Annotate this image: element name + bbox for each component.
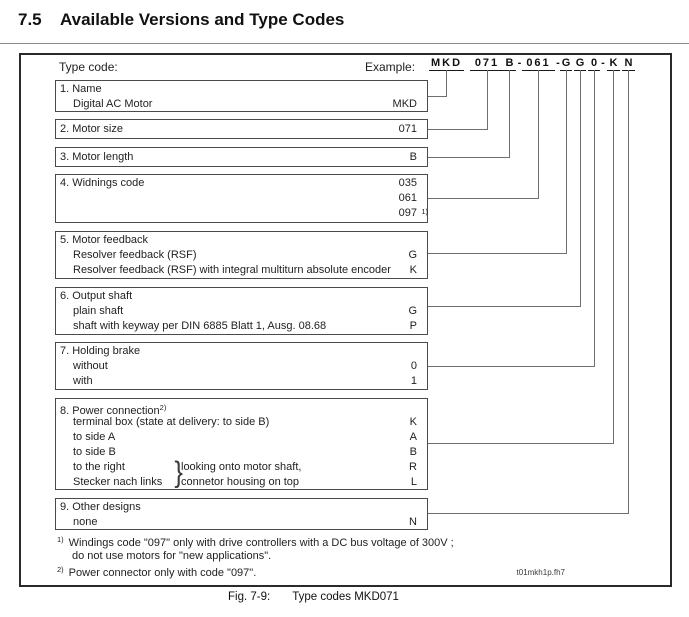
box-row-label: Resolver feedback (RSF) with integral multiturn absolute encoder xyxy=(73,264,391,276)
box-row-value: 071 xyxy=(398,123,417,135)
box-title: 6. Output shaft xyxy=(60,290,133,302)
code-group-feedback: G xyxy=(561,57,571,69)
box-row-value: A xyxy=(409,431,417,443)
box-row-label: Digital AC Motor xyxy=(73,98,153,110)
code-group-name: MKD xyxy=(430,57,463,69)
box-row-annotation: connetor housing on top xyxy=(181,476,300,488)
file-reference: t01mkh1p.fh7 xyxy=(516,568,565,577)
grouping-brace: } xyxy=(174,456,183,489)
code-group-motor-length: B xyxy=(503,57,516,71)
box-row-label: plain shaft xyxy=(73,305,124,317)
box-row-value: R xyxy=(409,461,417,473)
code-group-motor-size: 071 xyxy=(470,57,504,71)
code-separator: - xyxy=(517,57,522,69)
type-box-motor-feedback xyxy=(55,231,428,279)
box-row-annotation: looking onto motor shaft, xyxy=(181,461,302,473)
connector-line xyxy=(428,70,629,514)
footnote-2 xyxy=(57,565,256,579)
footnote-ref: 2) xyxy=(159,403,167,412)
box-title: 1. Name xyxy=(60,83,102,95)
box-title: 4. Widnings code xyxy=(60,177,145,189)
box-title: 2. Motor size xyxy=(60,123,123,135)
footnote-marker: 2) xyxy=(57,565,64,574)
type-box-name xyxy=(55,80,428,112)
footnote-ref: 1) xyxy=(421,207,428,216)
box-row-value: N xyxy=(409,516,417,528)
footnote-text: Windings code "097" only with drive controllers with a DC bus voltage of 300V ; xyxy=(68,537,454,549)
section-number: 7.5 xyxy=(18,10,42,29)
title-rule xyxy=(0,43,689,44)
code-group-brake: 0 xyxy=(588,57,600,71)
type-box-other-designs xyxy=(55,498,428,530)
box-row-label: with xyxy=(73,375,93,387)
box-title: 7. Holding brake xyxy=(60,345,141,357)
box-row-value: B xyxy=(409,446,417,458)
footnote-text: do not use motors for "new applications". xyxy=(72,550,272,562)
section-title: Available Versions and Type Codes xyxy=(60,10,345,29)
footnote-1 xyxy=(57,535,454,549)
box-title: 5. Motor feedback xyxy=(60,234,149,246)
code-separator: - xyxy=(556,57,560,69)
footnote-1-continued xyxy=(72,550,271,562)
box-row-label: to the right xyxy=(73,461,125,473)
type-code-diagram xyxy=(19,53,672,587)
type-box-holding-brake xyxy=(55,342,428,390)
code-group-windings: 061 xyxy=(522,57,555,71)
code-group-shaft: G xyxy=(575,57,585,69)
box-row-value: 1 xyxy=(410,375,417,387)
type-code-label: Type code: xyxy=(59,60,118,74)
figure-caption xyxy=(228,591,399,603)
box-row-value: MKD xyxy=(392,98,417,110)
box-row-label: to side A xyxy=(73,431,116,443)
box-row-label: to side B xyxy=(73,446,116,458)
box-row-value: G xyxy=(408,249,417,261)
box-title: 8. Power connection xyxy=(60,405,160,417)
footnote-text: Power connector only with code "097". xyxy=(68,567,257,579)
type-box-output-shaft xyxy=(55,287,428,335)
figure-caption-text: Type codes MKD071 xyxy=(292,591,399,603)
type-box-windings-code xyxy=(55,174,428,223)
example-label: Example: xyxy=(365,60,416,74)
type-box-motor-length xyxy=(55,147,428,167)
box-row-value: L xyxy=(410,476,417,488)
code-separator: - xyxy=(601,57,605,69)
box-row-label: none xyxy=(73,516,98,528)
box-row-value: G xyxy=(408,305,417,317)
box-row-value: 061 xyxy=(398,192,417,204)
figure-number: Fig. 7-9: xyxy=(228,591,271,603)
type-box-motor-size xyxy=(55,119,428,139)
box-row-label: shaft with keyway per DIN 6885 Blatt 1, Ausg. 08.68 xyxy=(73,320,327,332)
box-row-label: terminal box (state at delivery: to side B) xyxy=(73,416,270,428)
box-row-value: 0 xyxy=(410,360,417,372)
box-row-value: 097 xyxy=(398,207,417,219)
code-group-other: N xyxy=(622,57,635,71)
box-title: 3. Motor length xyxy=(60,151,134,163)
box-row-value: K xyxy=(409,264,417,276)
box-row-value: 035 xyxy=(398,177,417,189)
box-row-label: Resolver feedback (RSF) xyxy=(73,249,197,261)
type-box-power-connection xyxy=(55,398,428,490)
box-row-value: K xyxy=(409,416,417,428)
box-row-value: P xyxy=(409,320,417,332)
page-title xyxy=(18,10,344,30)
box-row-label: without xyxy=(73,360,108,372)
box-title: 9. Other designs xyxy=(60,501,141,513)
box-row-value: B xyxy=(409,151,417,163)
box-row-label: Stecker nach links xyxy=(73,476,163,488)
code-group-power: K xyxy=(607,57,620,71)
footnote-marker: 1) xyxy=(57,535,64,544)
